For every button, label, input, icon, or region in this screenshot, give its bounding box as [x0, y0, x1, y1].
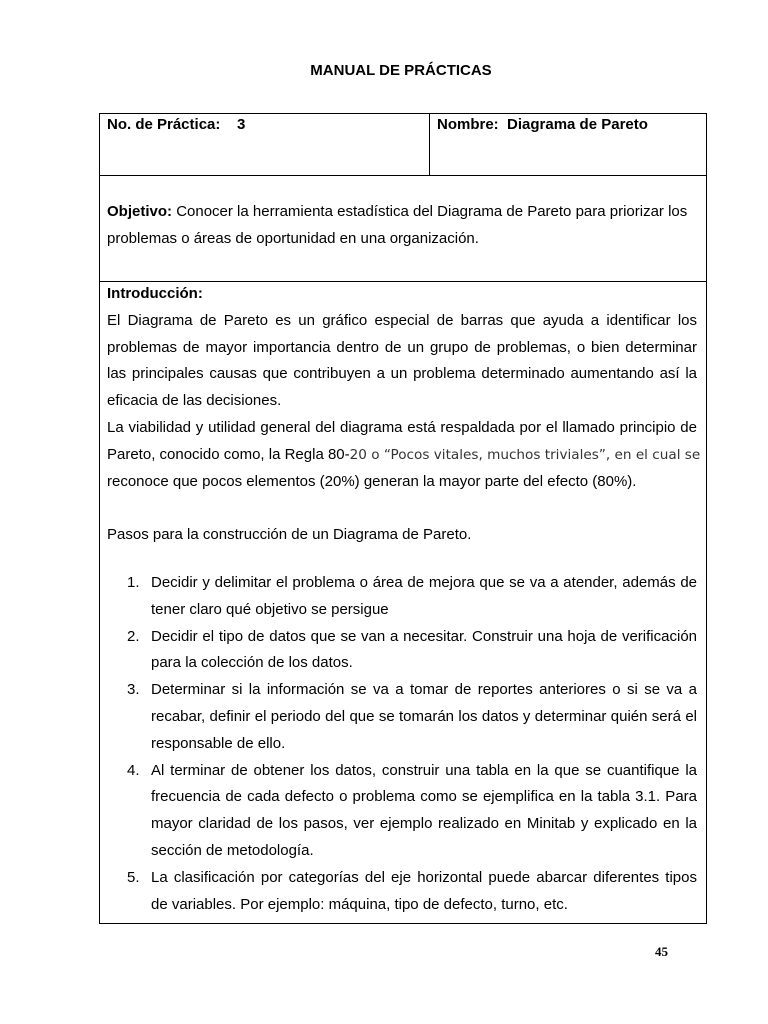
practice-number-cell	[100, 114, 430, 175]
step-number: 5.	[127, 868, 140, 886]
intro-line-6a: Pareto, conocido como, la Regla 80-	[107, 445, 350, 463]
list-item: 1. Decidir y delimitar el problema o área de mejora que se va a atender, además de tener claro qué objetivo se persigue	[107, 570, 697, 624]
step-number: 3.	[127, 681, 140, 699]
steps-heading: Pasos para la construcción de un Diagrama de Pareto.	[107, 526, 472, 544]
document-title: MANUAL DE PRÁCTICAS	[310, 62, 492, 79]
intro-line-5: La viabilidad y utilidad general del diagrama está respaldada por el llamado principio de	[107, 418, 697, 436]
intro-line-3: las principales causas que contribuyen a un problema determinado aumentando así la	[107, 365, 697, 383]
name-label: Nombre:	[437, 116, 499, 133]
page-number: 45	[655, 944, 668, 959]
list-item: 3. Determinar si la información se va a tomar de reportes anteriores o si se va a recabar, definir el periodo del que se tomarán los datos y determinar quién será el responsable de ello.	[107, 677, 697, 757]
steps-list	[107, 570, 697, 918]
header-row	[100, 114, 706, 176]
name-value: Diagrama de Pareto	[507, 116, 648, 133]
objective-paragraph	[107, 199, 697, 252]
practice-label: No. de Práctica:	[107, 116, 221, 133]
intro-line-6b: 20 o “Pocos vitales, muchos triviales”, en el cual se	[349, 446, 701, 463]
introduction-label: Introducción:	[107, 285, 203, 302]
introduction-body	[107, 281, 701, 549]
practice-name-cell	[430, 114, 706, 175]
step-number: 2.	[127, 627, 140, 645]
intro-line-6	[107, 442, 701, 469]
objective-label: Objetivo:	[107, 203, 173, 220]
intro-line-4: eficacia de las decisiones.	[107, 392, 282, 410]
objective-section	[100, 176, 706, 282]
intro-line-2: problemas de mayor importancia dentro de un grupo de problemas, o bien determinar	[107, 338, 697, 356]
list-item: 2. Decidir el tipo de datos que se van a necesitar. Construir una hoja de verificación para la colección de los datos.	[107, 624, 697, 678]
practice-table	[99, 113, 707, 924]
list-item: 5. La clasificación por categorías del eje horizontal puede abarcar diferentes tipos de variables. Por ejemplo: máquina, tipo de defecto, turno, etc.	[107, 865, 697, 919]
objective-text: Conocer la herramienta estadística del Diagrama de Pareto para priorizar los problemas o áreas de oportunidad en una organización.	[107, 203, 688, 247]
practice-number: 3	[237, 116, 246, 133]
step-number: 1.	[127, 574, 140, 591]
intro-line-7: reconoce que pocos elementos (20%) generan la mayor parte del efecto (80%).	[107, 472, 637, 490]
list-item: 4. Al terminar de obtener los datos, construir una tabla en la que se cuantifique la frecuencia de cada defecto o problema como se ejemplifica en la tabla 3.1. Para mayor claridad de los pasos, ver ejemplo realizado en Minitab y explicado en la sección de metodología.	[107, 758, 697, 865]
intro-line-1: El Diagrama de Pareto es un gráfico especial de barras que ayuda a identificar los	[107, 311, 697, 329]
step-number: 4.	[127, 761, 140, 779]
